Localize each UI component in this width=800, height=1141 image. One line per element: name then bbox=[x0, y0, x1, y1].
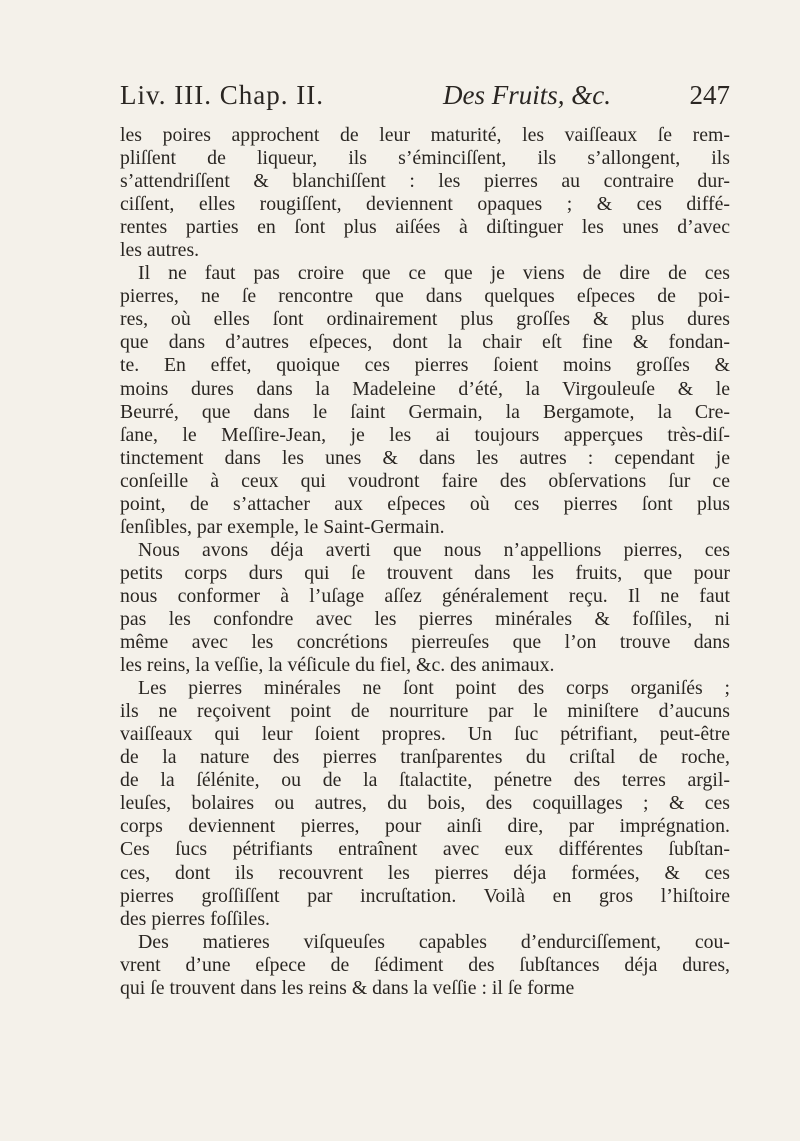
text-line: nous conformer à l’uſage aſſez généralement reçu. Il ne faut bbox=[120, 584, 730, 607]
page-number: 247 bbox=[689, 80, 730, 110]
text-line: les autres. bbox=[120, 239, 200, 262]
text-line: des pierres foſſiles. bbox=[120, 907, 270, 930]
text-line: Il ne faut pas croire que ce que je viens de dire de ces bbox=[138, 262, 730, 285]
text-line: ſenſibles, par exemple, le Saint-Germain. bbox=[120, 515, 445, 538]
text-line: vrent d’une eſpece de ſédiment des ſubſtances déja dures, bbox=[120, 953, 730, 976]
text-line: vaiſſeaux qui leur ſoient propres. Un ſuc pétrifiant, peut-être bbox=[120, 723, 730, 746]
text-line: leuſes, bolaires ou autres, du bois, des coquillages ; & ces bbox=[120, 792, 730, 815]
text-line: ils ne reçoivent point de nourriture par le miniſtere d’aucuns bbox=[120, 700, 730, 723]
text-line: te. En effet, quoique ces pierres ſoient moins groſſes & bbox=[120, 354, 730, 377]
text-line: les poires approchent de leur maturité, les vaiſſeaux ſe rem- bbox=[120, 124, 730, 146]
text-line: petits corps durs qui ſe trouvent dans les fruits, que pour bbox=[120, 561, 730, 584]
text-line: que dans d’autres eſpeces, dont la chair eſt fine & fondan- bbox=[120, 331, 730, 354]
text-line: les reins, la veſſie, la véſicule du fiel, &c. des animaux. bbox=[120, 654, 555, 677]
paragraph bbox=[120, 931, 730, 1000]
text-line: ciſſent, elles rougiſſent, deviennent opaques ; & ces diffé- bbox=[120, 193, 730, 216]
body-text bbox=[120, 124, 730, 1000]
text-line: conſeille à ceux qui voudront faire des obſervations ſur ce bbox=[120, 469, 730, 492]
paragraph bbox=[120, 124, 730, 262]
text-line: Ces ſucs pétrifiants entraînent avec eux différentes ſubſtan- bbox=[120, 838, 730, 861]
text-line: Nous avons déja averti que nous n’appellions pierres, ces bbox=[138, 538, 730, 561]
text-line: moins dures dans la Madeleine d’été, la Virgouleuſe & le bbox=[120, 377, 730, 400]
running-header bbox=[120, 80, 730, 116]
text-line: pierres groſſiſſent par incruſtation. Voilà en gros l’hiſtoire bbox=[120, 884, 730, 907]
text-line: res, où elles ſont ordinairement plus groſſes & plus dures bbox=[120, 308, 730, 331]
text-line: pierres, ne ſe rencontre que dans quelques eſpeces de poi- bbox=[120, 285, 730, 308]
text-line: Des matieres viſqueuſes capables d’endurciſſement, cou- bbox=[138, 930, 730, 953]
text-line: de la nature des pierres tranſparentes du criſtal de roche, bbox=[120, 746, 730, 769]
text-line: même avec les concrétions pierreuſes que l’on trouve dans bbox=[120, 631, 730, 654]
text-line: rentes parties en ſont plus aiſées à diſtinguer les unes d’avec bbox=[120, 216, 730, 239]
text-line: point, de s’attacher aux eſpeces où ces pierres ſont plus bbox=[120, 492, 730, 515]
text-line: tinctement dans les unes & dans les autres : cependant je bbox=[120, 446, 730, 469]
text-line: ces, dont ils recouvrent les pierres déja formées, & ces bbox=[120, 861, 730, 884]
text-line: ſane, le Meſſire-Jean, je les ai toujours apperçues très-diſ- bbox=[120, 423, 730, 446]
text-line: Les pierres minérales ne ſont point des corps organiſés ; bbox=[138, 677, 730, 700]
chapter-reference: Liv. III. Chap. II. bbox=[120, 80, 324, 110]
paragraph bbox=[120, 539, 730, 677]
text-line: pas les confondre avec les pierres minérales & foſſiles, ni bbox=[120, 607, 730, 630]
text-line: Beurré, que dans le ſaint Germain, la Bergamote, la Cre- bbox=[120, 400, 730, 423]
paragraph bbox=[120, 262, 730, 539]
text-line: qui ſe trouvent dans les reins & dans la veſſie : il ſe forme bbox=[120, 976, 575, 999]
text-line: pliſſent de liqueur, ils s’éminciſſent, ils s’allongent, ils bbox=[120, 147, 730, 170]
text-line: corps deviennent pierres, pour ainſi dire, par imprégnation. bbox=[120, 815, 730, 838]
text-line: de la ſélénite, ou de la ſtalactite, pénetre des terres argil- bbox=[120, 769, 730, 792]
paragraph bbox=[120, 677, 730, 931]
running-title: Des Fruits, &c. bbox=[443, 80, 611, 110]
text-line: s’attendriſſent & blanchiſſent : les pierres au contraire dur- bbox=[120, 170, 730, 193]
